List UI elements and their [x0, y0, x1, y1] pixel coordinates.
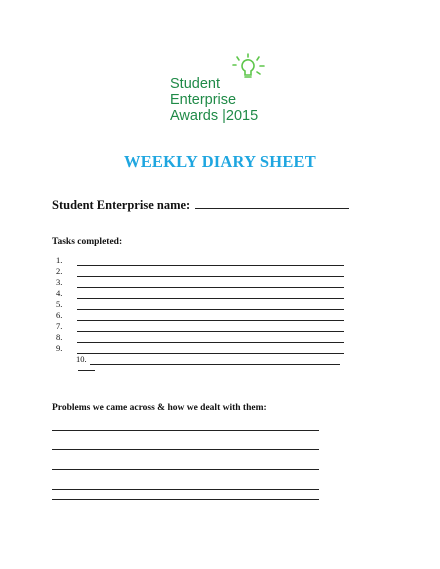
task-line[interactable]: [77, 265, 344, 266]
task-row[interactable]: [56, 278, 356, 289]
logo-line-2: Enterprise: [170, 92, 237, 108]
task-line[interactable]: [77, 353, 344, 354]
enterprise-name-field[interactable]: [195, 196, 349, 209]
task-list: [56, 256, 356, 366]
task-line[interactable]: [77, 342, 344, 343]
logo-line-3: Awards |2015: [170, 108, 259, 124]
task-line[interactable]: [77, 320, 344, 321]
task-number: 2.: [56, 266, 63, 276]
task-number: 6.: [56, 310, 63, 320]
task-number: 9.: [56, 343, 63, 353]
enterprise-name-row: [52, 196, 349, 213]
logo: [170, 52, 280, 132]
task-number: 8.: [56, 332, 63, 342]
problems-line[interactable]: [52, 499, 319, 500]
task-number: 10.: [76, 354, 87, 364]
task-number: 4.: [56, 288, 63, 298]
task-line-continuation[interactable]: [78, 370, 95, 371]
task-number: 3.: [56, 277, 63, 287]
task-line[interactable]: [77, 276, 344, 277]
enterprise-name-label: Student Enterprise name:: [52, 198, 191, 212]
task-row[interactable]: [56, 300, 356, 311]
logo-awards: Awards: [170, 108, 219, 124]
task-line[interactable]: [77, 287, 344, 288]
task-line[interactable]: [77, 298, 344, 299]
page-title: WEEKLY DIARY SHEET: [124, 152, 316, 171]
task-line[interactable]: [77, 331, 344, 332]
task-row[interactable]: [56, 355, 356, 366]
task-row[interactable]: [56, 311, 356, 322]
problems-line[interactable]: [52, 489, 319, 490]
task-row[interactable]: [56, 267, 356, 278]
task-row[interactable]: [56, 344, 356, 355]
problems-line[interactable]: [52, 449, 319, 450]
task-row[interactable]: [56, 256, 356, 267]
task-line[interactable]: [90, 364, 340, 365]
problems-line[interactable]: [52, 430, 319, 431]
logo-line-1: Student: [170, 76, 220, 92]
task-number: 1.: [56, 255, 63, 265]
problems-line[interactable]: [52, 469, 319, 470]
task-number: 5.: [56, 299, 63, 309]
task-number: 7.: [56, 321, 63, 331]
problems-label: Problems we came across & how we dealt with them:: [52, 403, 267, 413]
task-row[interactable]: [56, 322, 356, 333]
tasks-label: Tasks completed:: [52, 237, 123, 247]
logo-year: 2015: [225, 108, 259, 124]
task-row[interactable]: [56, 333, 356, 344]
task-line[interactable]: [77, 309, 344, 310]
logo-text: [170, 76, 258, 124]
task-row[interactable]: [56, 289, 356, 300]
